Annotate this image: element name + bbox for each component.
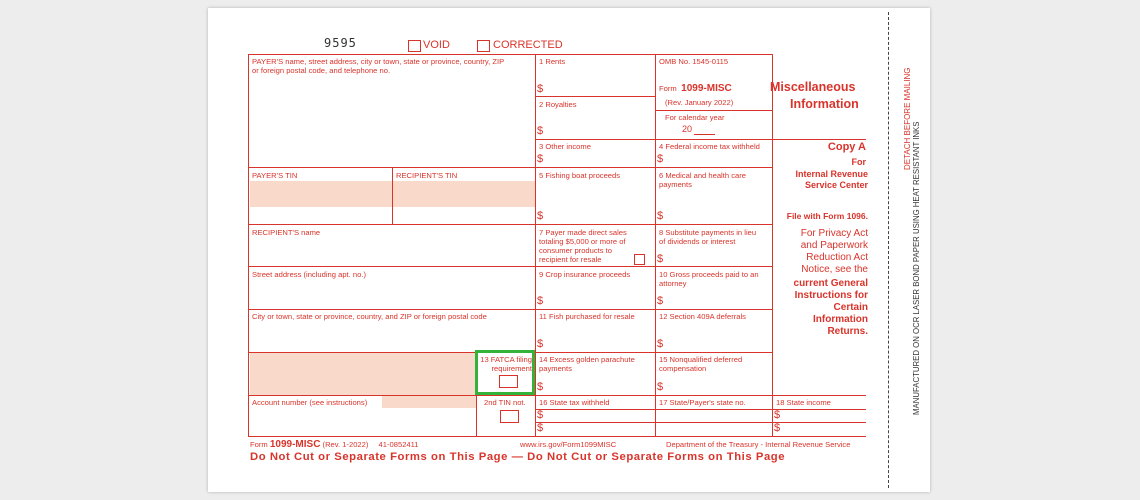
copy-a: Copy A: [827, 141, 866, 153]
footer-revision: (Rev. 1-2022): [322, 440, 369, 449]
payer-info-label: PAYER'S name, street address, city or town, state or province, country, ZIP or foreign postal code, and telephone no.: [252, 57, 505, 75]
dollar-sign: $: [537, 409, 544, 421]
omb-number: OMB No. 1545-0115: [659, 57, 729, 66]
dollar-sign: $: [657, 381, 664, 393]
box12-label: 12 Section 409A deferrals: [659, 312, 746, 321]
form-number: 9595: [324, 36, 357, 50]
box2-label: 2 Royalties: [539, 100, 577, 109]
footer-form-word: Form: [250, 440, 268, 449]
account-number-shade[interactable]: [382, 395, 476, 408]
title-miscellaneous: Miscellaneous: [770, 80, 856, 94]
dollar-sign: $: [774, 409, 781, 421]
recipient-info-shade[interactable]: [250, 352, 476, 395]
footer-department: Department of the Treasury - Internal Revenue Service: [666, 440, 851, 449]
form-word: Form: [659, 84, 677, 93]
fatca-label: 13 FATCA filing requirement: [480, 355, 532, 373]
box8-label: 8 Substitute payments in lieu of dividends or interest: [659, 228, 757, 246]
perforation-line: [888, 12, 889, 488]
box5-label: 5 Fishing boat proceeds: [539, 171, 621, 180]
privacy-act-text: For Privacy Act and Paperwork Reduction Act Notice, see the: [800, 228, 868, 275]
dollar-sign: $: [657, 338, 664, 350]
dollar-sign: $: [657, 153, 664, 165]
dollar-sign: $: [657, 210, 664, 222]
dollar-sign: $: [657, 295, 664, 307]
void-checkbox[interactable]: [408, 40, 421, 52]
dollar-sign: $: [537, 210, 544, 222]
box4-label: 4 Federal income tax withheld: [659, 142, 760, 151]
dollar-sign: $: [537, 125, 544, 137]
street-address-label: Street address (including apt. no.): [252, 270, 366, 279]
footer-form-id: [250, 439, 419, 450]
account-number-label: Account number (see instructions): [252, 398, 368, 407]
second-tin-checkbox[interactable]: [500, 410, 519, 423]
box9-label: 9 Crop insurance proceeds: [539, 270, 631, 279]
box16-label: 16 State tax withheld: [539, 398, 610, 407]
dollar-sign: $: [537, 381, 544, 393]
recipient-name-label: RECIPIENT'S name: [252, 228, 321, 237]
file-with-1096: File with Form 1096.: [786, 211, 868, 221]
manufactured-note: MANUFACTURED ON OCR LASER BOND PAPER USING HEAT RESISTANT INKS: [912, 121, 921, 415]
box7-label: 7 Payer made direct sales totaling $5,000 or more of consumer products to recipient for resale: [539, 228, 627, 264]
corrected-label: CORRECTED: [493, 39, 563, 51]
form-id: [659, 78, 732, 96]
calendar-year-label: For calendar year: [665, 113, 725, 122]
copy-irs: Internal Revenue Service Center: [795, 169, 868, 190]
calendar-year-blank: [694, 134, 715, 135]
box18-label: 18 State income: [776, 398, 831, 407]
box3-label: 3 Other income: [539, 142, 591, 151]
footer-form-name: 1099-MISC: [269, 439, 321, 450]
box10-label: 10 Gross proceeds paid to an attorney: [659, 270, 759, 288]
payer-tin-label: PAYER'S TIN: [252, 171, 298, 180]
dollar-sign: $: [774, 422, 781, 434]
box11-label: 11 Fish purchased for resale: [539, 312, 635, 321]
void-label: VOID: [423, 39, 450, 51]
recipient-tin-label: RECIPIENT'S TIN: [396, 171, 458, 180]
footer-warning: Do Not Cut or Separate Forms on This Page — Do Not Cut or Separate Forms on This Page: [250, 451, 786, 463]
revision-date: (Rev. January 2022): [665, 98, 734, 107]
privacy-act-instructions: current General Instructions for Certain Information Returns.: [793, 278, 868, 337]
copy-for: For: [851, 157, 866, 167]
dollar-sign: $: [537, 295, 544, 307]
calendar-year-value[interactable]: 20: [682, 124, 693, 134]
box15-label: 15 Nonqualified deferred compensation: [659, 355, 743, 373]
corrected-checkbox[interactable]: [477, 40, 490, 52]
box7-checkbox[interactable]: [634, 254, 645, 265]
box1-label: 1 Rents: [539, 57, 566, 66]
dollar-sign: $: [537, 153, 544, 165]
title-information: Information: [790, 97, 859, 111]
footer-cat-number: 41-0852411: [378, 440, 419, 449]
dollar-sign: $: [537, 422, 544, 434]
detach-before-mailing: DETACH BEFORE MAILING: [903, 67, 912, 170]
city-label: City or town, state or province, country, and ZIP or foreign postal code: [252, 312, 487, 321]
dollar-sign: $: [537, 83, 544, 95]
fatca-highlight: [475, 350, 535, 395]
form-name: 1099-MISC: [681, 83, 732, 94]
box17-label: 17 State/Payer's state no.: [659, 398, 746, 407]
box6-label: 6 Medical and health care payments: [659, 171, 746, 189]
box14-label: 14 Excess golden parachute payments: [539, 355, 635, 373]
dollar-sign: $: [537, 338, 544, 350]
second-tin-label: 2nd TIN not.: [484, 398, 526, 407]
dollar-sign: $: [657, 253, 664, 265]
footer-url[interactable]: www.irs.gov/Form1099MISC: [520, 440, 617, 449]
